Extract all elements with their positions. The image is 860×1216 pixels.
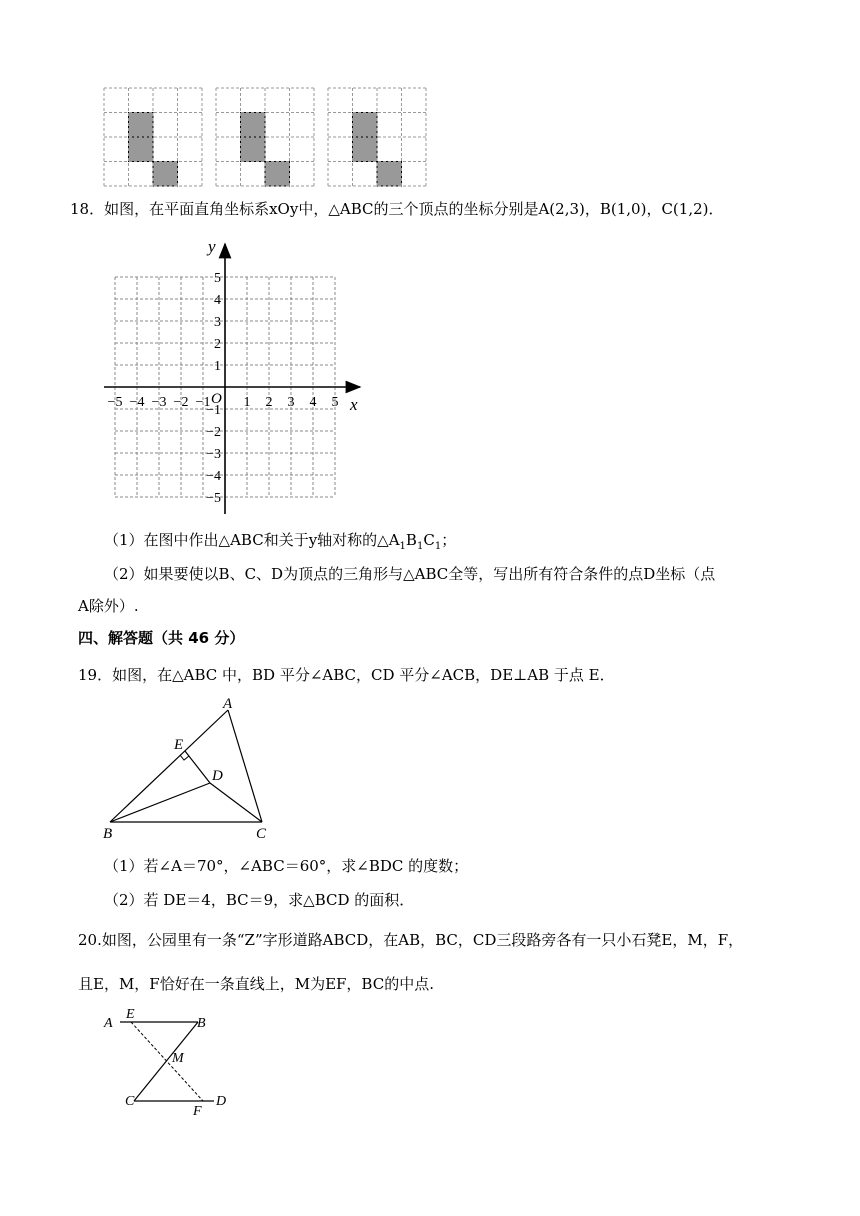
x-tick-label: −2 [173,395,189,410]
x-axis-label: x [350,395,358,414]
y-tick-label: 1 [214,359,221,374]
q18-part1-sub3: 1 [434,541,442,552]
shaded-cell [377,162,402,187]
q18-stem: 18．如图，在平面直角坐标系xOy中，△ABC的三个顶点的坐标分别是A(2,3)，B(1,0)，C(1,2)． [70,200,724,218]
label-a: A [104,1016,113,1031]
shaded-cell [241,113,266,138]
right-angle-mark [180,755,189,760]
label-d: D [216,1094,227,1109]
y-tick-label: −2 [206,425,221,440]
shaded-cell [265,162,290,187]
label-e: E [174,737,184,753]
q18-part1-sub1: 1 [399,541,406,552]
x-tick-label: −4 [129,395,145,410]
shaded-cell [153,162,178,187]
x-tick-label: −3 [151,395,167,410]
label-c: C [256,826,267,842]
y-tick-label: 4 [214,293,221,308]
grid-group [104,88,426,186]
shaded-cell [129,113,154,138]
q19-part2: （2）若 DE＝4，BC＝9，求△BCD 的面积． [104,891,415,909]
q18-part1 [104,530,456,557]
section-title: 四、解答题（共 46 分） [78,629,245,647]
q20-line2: 且E，M，F恰好在一条直线上，M为EF，BC的中点. [78,975,434,993]
segment-bd [110,783,210,822]
shaded-cell [241,137,266,162]
y-tick-label: 5 [214,271,221,286]
label-a: A [223,696,233,712]
shape-grids-figure [100,86,430,188]
label-f: F [193,1104,202,1116]
tick-labels [108,271,339,506]
y-tick-label: 2 [214,337,221,352]
grid-3 [328,88,426,186]
label-e: E [126,1007,135,1022]
y-axis-label: y [208,237,216,256]
shaded-cell [353,113,378,138]
label-c: C [125,1094,135,1109]
x-tick-label: 3 [287,395,295,410]
x-tick-label: 2 [265,395,273,410]
coordinate-plane-figure [98,234,368,520]
dashed-ef [131,1022,203,1101]
shaded-cell [129,137,154,162]
grid-2 [216,88,314,186]
z-road-figure [98,1006,238,1116]
q18-part1-pre: （1）在图中作出△ABC和关于y轴对称的△A [104,531,400,549]
q19-stem: 19．如图，在△ABC 中，BD 平分∠ABC，CD 平分∠ACB，DE⊥AB 于点 E． [78,666,615,684]
origin-label: O [211,391,222,407]
label-d: D [212,768,223,784]
q20-line1: 20.如图，公园里有一条“Z”字形道路ABCD，在AB，BC，CD三段路旁各有一只小石凳E，M，F， [78,931,744,949]
label-b: B [197,1016,206,1031]
x-tick-label: −1 [195,395,211,410]
x-tick-label: 4 [309,395,317,410]
shaded-cell [353,137,378,162]
q18-part1-sub2: 1 [416,541,424,552]
label-b: B [103,826,113,842]
segment-ac [228,710,262,822]
q19-part1: （1）若∠A＝70°，∠ABC＝60°，求∠BDC 的度数； [104,857,469,875]
x-tick-label: −5 [107,395,123,410]
q18-part2-line1: （2）如果要使以B、C、D为顶点的三角形与△ABC全等，写出所有符合条件的点D坐标（点 [104,565,716,583]
q18-part1-c: C [423,531,435,549]
y-tick-label: 3 [214,315,221,330]
segment-cd [210,783,262,822]
q18-part2-line2: A除外）. [78,597,139,615]
y-tick-label: −4 [206,469,221,484]
triangle-bisector-figure [98,694,288,844]
q18-part1-b: B [405,531,417,549]
y-tick-label: −1 [206,403,221,418]
q18-part1-end: ； [441,531,457,549]
y-tick-label: −5 [206,491,221,506]
road-bc [134,1022,198,1101]
segment-ab [110,710,228,822]
x-tick-label: 5 [331,395,339,410]
grid-1 [104,88,202,186]
x-tick-label: 1 [243,395,251,410]
y-tick-label: −3 [206,447,221,462]
label-m: M [172,1051,184,1066]
